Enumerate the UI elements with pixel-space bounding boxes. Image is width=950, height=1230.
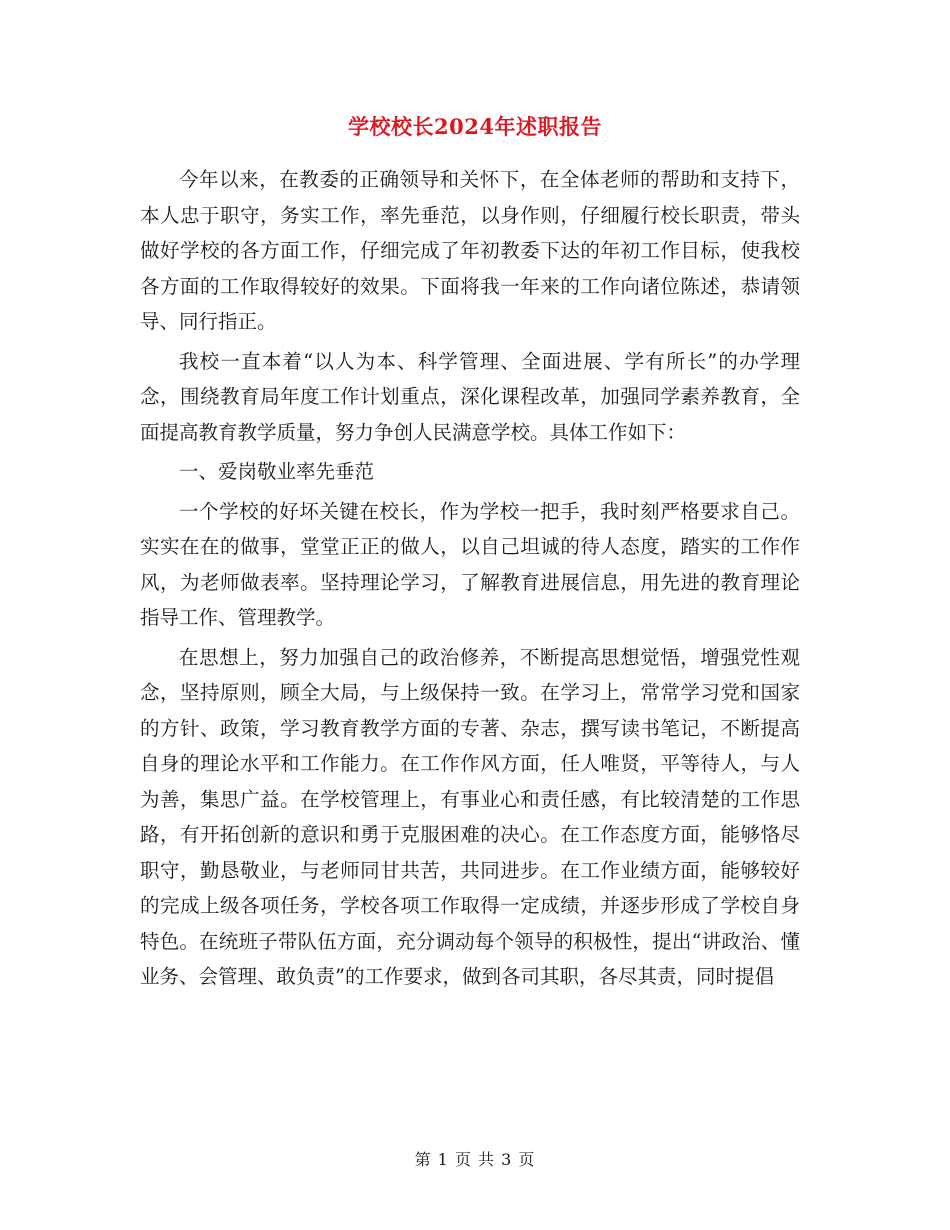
document-title: 学校校长2024年述职报告 bbox=[348, 114, 602, 139]
document-body bbox=[140, 162, 800, 999]
section-heading: 一、爱岗敬业率先垂范 bbox=[179, 460, 375, 483]
paragraph-thought: 在思想上，努力加强自己的政治修养，不断提高思想觉悟，增强党性观念，坚持原则，顾全大局，与上级保持一致。在学习上，常常学习党和国家的方针、政策，学习教育教学方面的专著、杂志，撰写读书笔记，不断提高自身的理论水平和工作能力。在工作作风方面，任人唯贤，平等待人，与人为善，集思广益。在学校管理上，有事业心和责任感，有比较清楚的工作思路，有开拓创新的意识和勇于克服困难的决心。在工作态度方面，能够恪尽职守，勤恳敬业，与老师同甘共苦，共同进步。在工作业绩方面，能够较好的完成上级各项任务，学校各项工作取得一定成绩，并逐步形成了学校自身特色。在统班子带队伍方面，充分调动每个领导的积极性，提出“讲政治、懂业务、会管理、敢负责”的工作要求，做到各司其职，各尽其责，同时提倡 bbox=[140, 645, 800, 988]
paragraph-philosophy: 我校一直本着“以人为本、科学管理、全面进展、学有所长”的办学理念，围绕教育局年度工作计划重点，深化课程改革，加强同学素养教育，全面提高教育教学质量，努力争创人民满意学校。具体工作如下： bbox=[140, 349, 800, 444]
page-footer: 第 1 页 共 3 页 bbox=[414, 1150, 536, 1169]
paragraph-intro: 今年以来，在教委的正确领导和关怀下，在全体老师的帮助和支持下，本人忠于职守，务实工作，率先垂范，以身作则，仔细履行校长职责，带头做好学校的各方面工作，仔细完成了年初教委下达的年初工作目标，使我校各方面的工作取得较好的效果。下面将我一年来的工作向诸位陈述，恭请领导、同行指正。 bbox=[140, 168, 800, 333]
paragraph-leadership: 一个学校的好坏关键在校长，作为学校一把手，我时刻严格要求自己。实实在在的做事，堂堂正正的做人，以自己坦诚的待人态度，踏实的工作作风，为老师做表率。坚持理论学习，了解教育进展信息，用先进的教育理论指导工作、管理教学。 bbox=[140, 499, 800, 629]
